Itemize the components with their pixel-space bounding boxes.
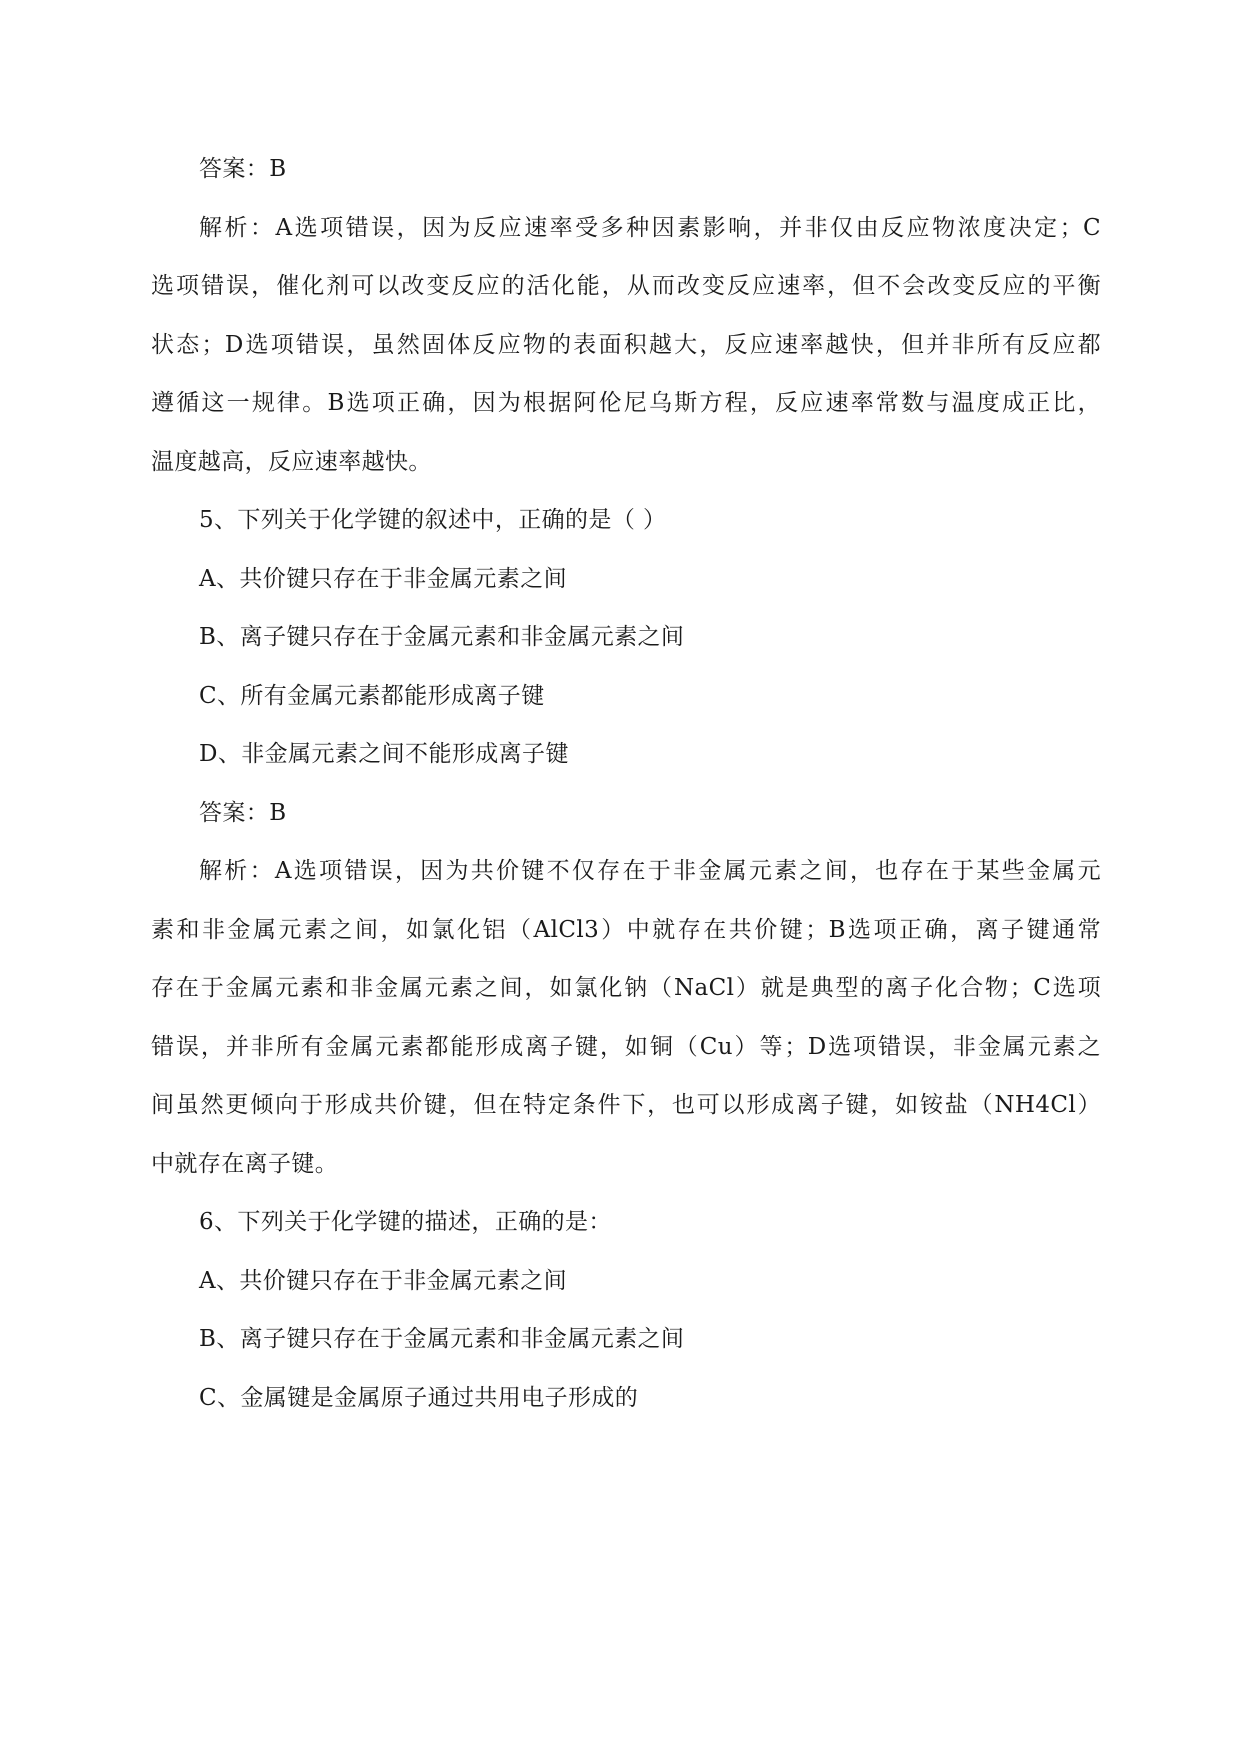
- question-5-explanation-line: 解析：A选项错误，因为共价键不仅存在于非金属元素之间，也存在于某些金属元: [199, 858, 1101, 884]
- question-5-stem: 5、下列关于化学键的叙述中，正确的是（ ）: [199, 507, 667, 533]
- question-5-answer: 答案：B: [199, 799, 287, 826]
- question-6-option-a: A、共价键只存在于非金属元素之间: [199, 1267, 568, 1294]
- explanation-line: 选项错误，催化剂可以改变反应的活化能，从而改变反应速率，但不会改变反应的平衡: [151, 273, 1101, 299]
- document-body: [151, 140, 1101, 1427]
- explanation-line: 温度越高，反应速率越快。: [151, 448, 432, 475]
- explanation-line: 状态；D选项错误，虽然固体反应物的表面积越大，反应速率越快，但并非所有反应都: [151, 331, 1101, 358]
- question-6-option-b: B、离子键只存在于金属元素和非金属元素之间: [199, 1326, 685, 1352]
- question-5-explanation-line: 存在于金属元素和非金属元素之间，如氯化钠（NaCl）就是典型的离子化合物；C选项: [151, 975, 1101, 1001]
- explanation-line: 遵循这一规律。B选项正确，因为根据阿伦尼乌斯方程，反应速率常数与温度成正比，: [151, 390, 1101, 416]
- question-5-option-d: D、非金属元素之间不能形成离子键: [199, 741, 569, 767]
- question-6-stem: 6、下列关于化学键的描述，正确的是：: [199, 1209, 612, 1235]
- question-5-option-a: A、共价键只存在于非金属元素之间: [199, 565, 568, 592]
- explanation-line: 解析：A选项错误，因为反应速率受多种因素影响，并非仅由反应物浓度决定；C: [199, 214, 1101, 241]
- answer-line: 答案：B: [199, 156, 287, 182]
- question-5-explanation-line: 间虽然更倾向于形成共价键，但在特定条件下，也可以形成离子键，如铵盐（NH4Cl）: [151, 1092, 1101, 1118]
- question-5-explanation-line: 错误，并非所有金属元素都能形成离子键，如铜（Cu）等；D选项错误，非金属元素之: [151, 1033, 1101, 1060]
- question-5-explanation-line: 中就存在离子键。: [151, 1150, 339, 1177]
- question-6-option-c: C、金属键是金属原子通过共用电子形成的: [199, 1384, 639, 1411]
- question-5-explanation-line: 素和非金属元素之间，如氯化铝（AlCl3）中就存在共价键；B选项正确，离子键通常: [151, 916, 1101, 943]
- question-5-option-b: B、离子键只存在于金属元素和非金属元素之间: [199, 624, 685, 650]
- question-5-option-c: C、所有金属元素都能形成离子键: [199, 682, 545, 709]
